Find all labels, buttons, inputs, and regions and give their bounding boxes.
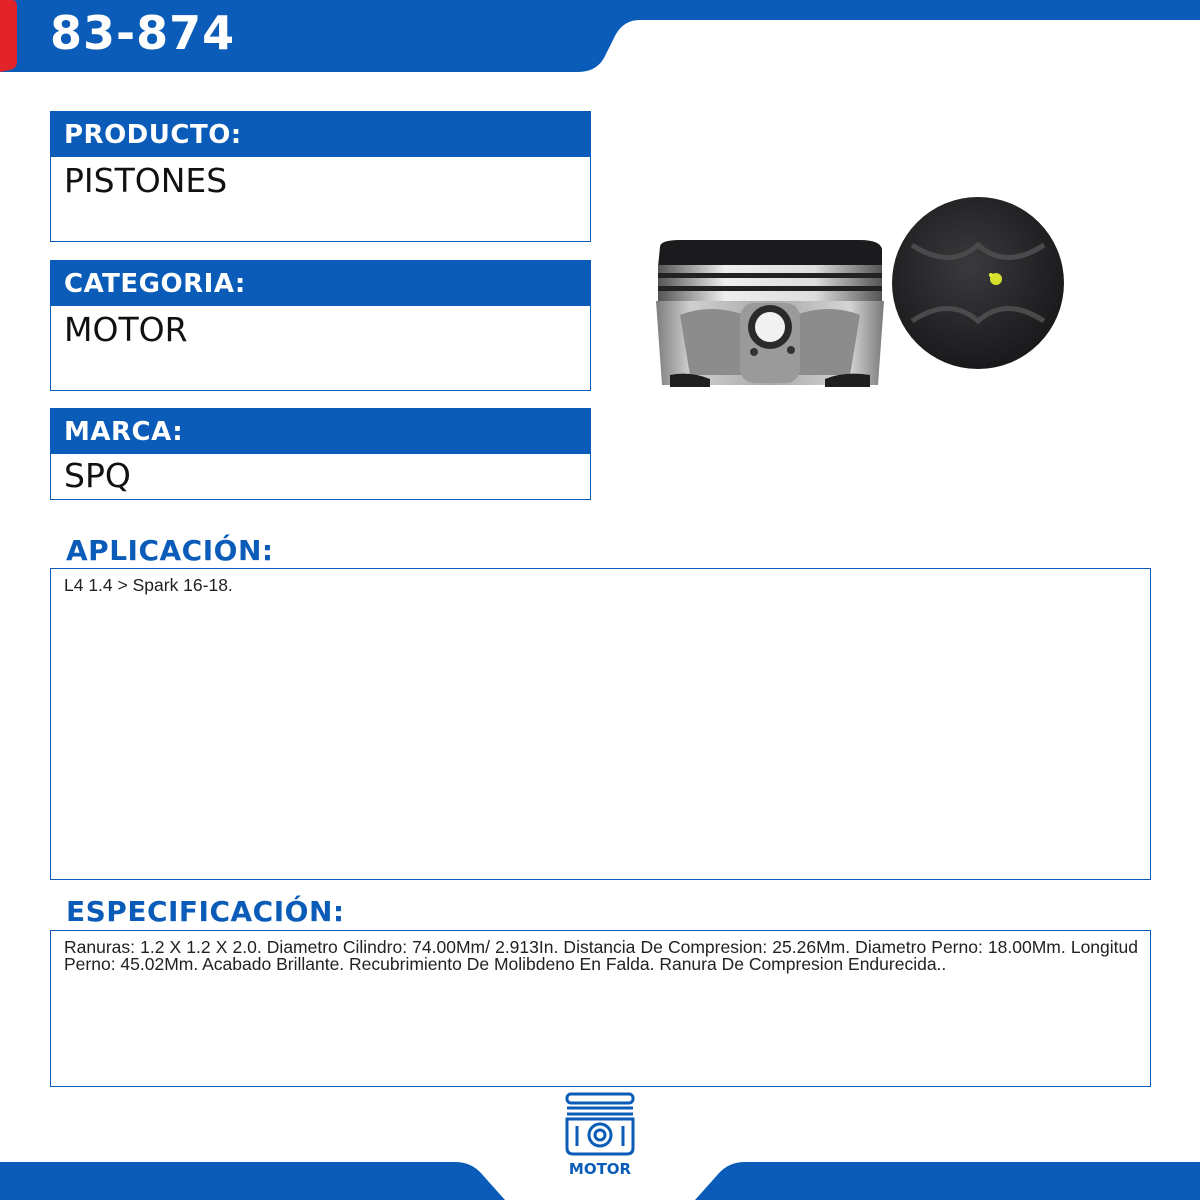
- especificacion-title: ESPECIFICACIÓN:: [66, 895, 345, 928]
- marca-value: SPQ: [50, 454, 591, 500]
- categoria-value: MOTOR: [50, 306, 591, 391]
- categoria-label: CATEGORIA:: [50, 260, 591, 306]
- especificacion-box: [50, 930, 1151, 1087]
- piston-photo: [650, 175, 1100, 400]
- aplicacion-title: APLICACIÓN:: [66, 534, 274, 567]
- marca-field: [50, 408, 591, 500]
- header-accent: [0, 0, 20, 72]
- piston-side-view: [656, 240, 884, 387]
- marca-label: MARCA:: [50, 408, 591, 454]
- aplicacion-box: [50, 568, 1151, 880]
- aplicacion-text: L4 1.4 > Spark 16-18.: [64, 575, 233, 595]
- producto-value: PISTONES: [50, 157, 591, 242]
- especificacion-text: Ranuras: 1.2 X 1.2 X 2.0. Diametro Cilindro: 74.00Mm/ 2.913In. Distancia De Compresion: 25.26Mm. Diametro Perno: 18.00Mm. Longitud Perno: 45.02Mm. Acabado Brillante. Recubrimiento De Molibdeno En Falda. Ranura De Compresion Endurecida..: [64, 937, 1138, 974]
- part-number: 83-874: [50, 6, 236, 60]
- piston-top-view: [892, 197, 1064, 369]
- producto-field: [50, 111, 591, 242]
- footer-category-label: MOTOR: [568, 1160, 632, 1178]
- producto-label: PRODUCTO:: [50, 111, 591, 157]
- categoria-field: [50, 260, 591, 391]
